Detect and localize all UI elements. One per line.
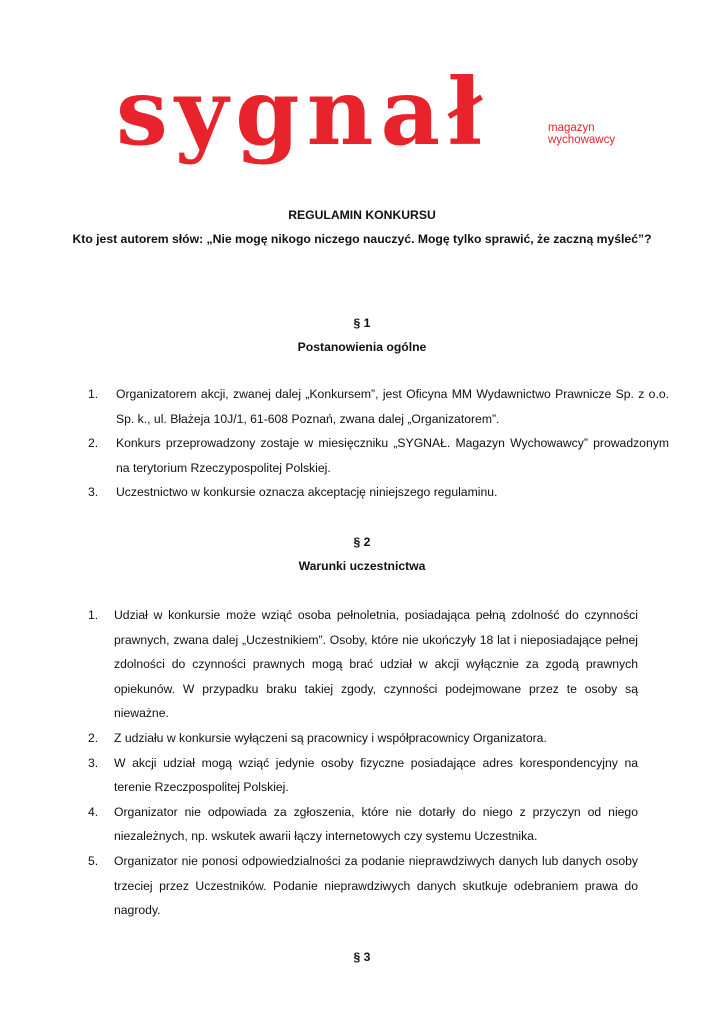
section-1-heading: Postanowienia ogólne xyxy=(297,340,427,354)
list-item-number: 3. xyxy=(88,485,99,500)
section-1-symbol: § 1 xyxy=(353,316,371,330)
list-item xyxy=(0,382,669,431)
list-item-text: Organizator nie odpowiada za zgłoszenia, które nie dotarły do niego z przyczyn od niego niezależnych, np. wskutek awarii łączy internetowych czy systemu Uczestnika. xyxy=(114,804,638,844)
list-item-text: Organizatorem akcji, zwanej dalej „Konkursem”, jest Oficyna MM Wydawnictwo Prawnicze Sp. z o.o. Sp. k., ul. Błażeja 10J/1, 61-608 Poznań, zwana dalej „Organizatorem”. xyxy=(116,387,669,426)
list-item-number: 1. xyxy=(88,387,99,401)
list-item xyxy=(0,431,669,480)
list-item-number: 2. xyxy=(88,436,99,451)
list-item-number: 1. xyxy=(88,608,99,622)
section-2-heading: Warunki uczestnictwa xyxy=(298,559,426,573)
list-item-text: Konkurs przeprowadzony zostaje w miesięczniku „SYGNAŁ. Magazyn Wychowawcy” prowadzonym na terytorium Rzeczypospolitej Polskiej. xyxy=(116,436,669,475)
document-subtitle: Kto jest autorem słów: „Nie mogę nikogo niczego nauczyć. Mogę tylko sprawić, że zaczną myśleć”? xyxy=(72,232,652,246)
section-2-list xyxy=(0,603,638,923)
list-item xyxy=(0,800,638,849)
section-2-symbol: § 2 xyxy=(353,535,371,549)
list-item-text: Udział w konkursie może wziąć osoba pełnoletnia, posiadająca pełną zdolność do czynności prawnych, zwana dalej „Uczestnikiem”. Osoby, które nie ukończyły 18 lat i nieposiadające pełnej zdolności do czynności prawnych mogą brać udział w akcji wyłącznie za zgodą prawnych opiekunów. W przypadku braku takiej zgody, czynności podejmowane przez te osoby są nieważne. xyxy=(114,608,638,721)
document-title: REGULAMIN KONKURSU xyxy=(288,208,436,222)
list-item-text: W akcji udział mogą wziąć jedynie osoby fizyczne posiadające adres korespondencyjny na terenie Rzeczpospolitej Polskiej. xyxy=(114,755,638,795)
list-item xyxy=(0,480,669,505)
section-1-list xyxy=(0,382,669,505)
list-item-text: Z udziału w konkursie wyłączeni są pracownicy i współpracownicy Organizatora. xyxy=(114,730,547,745)
list-item-number: 4. xyxy=(88,804,99,819)
list-item xyxy=(0,751,638,800)
list-item-number: 2. xyxy=(88,730,99,745)
list-item-text: Uczestnictwo w konkursie oznacza akceptację niniejszego regulaminu. xyxy=(116,485,498,500)
sygnal-logo xyxy=(116,58,616,172)
list-item xyxy=(0,726,638,751)
logo-tagline-line-2: wychowawcy xyxy=(548,134,616,146)
logo-tagline-line-1: magazyn xyxy=(548,122,595,134)
list-item xyxy=(0,849,638,923)
list-item-number: 3. xyxy=(88,755,99,770)
list-item-number: 5. xyxy=(88,853,99,868)
list-item-text: Organizator nie ponosi odpowiedzialności za podanie nieprawdziwych danych lub danych osoby trzeciej przez Uczestników. Podanie nieprawdziwych danych skutkuje odebraniem prawa do nagrody. xyxy=(114,853,638,918)
logo-wordmark: sygnał xyxy=(116,58,490,166)
logo-tagline xyxy=(548,122,615,146)
list-item xyxy=(0,603,638,726)
section-3-symbol: § 3 xyxy=(353,950,371,964)
